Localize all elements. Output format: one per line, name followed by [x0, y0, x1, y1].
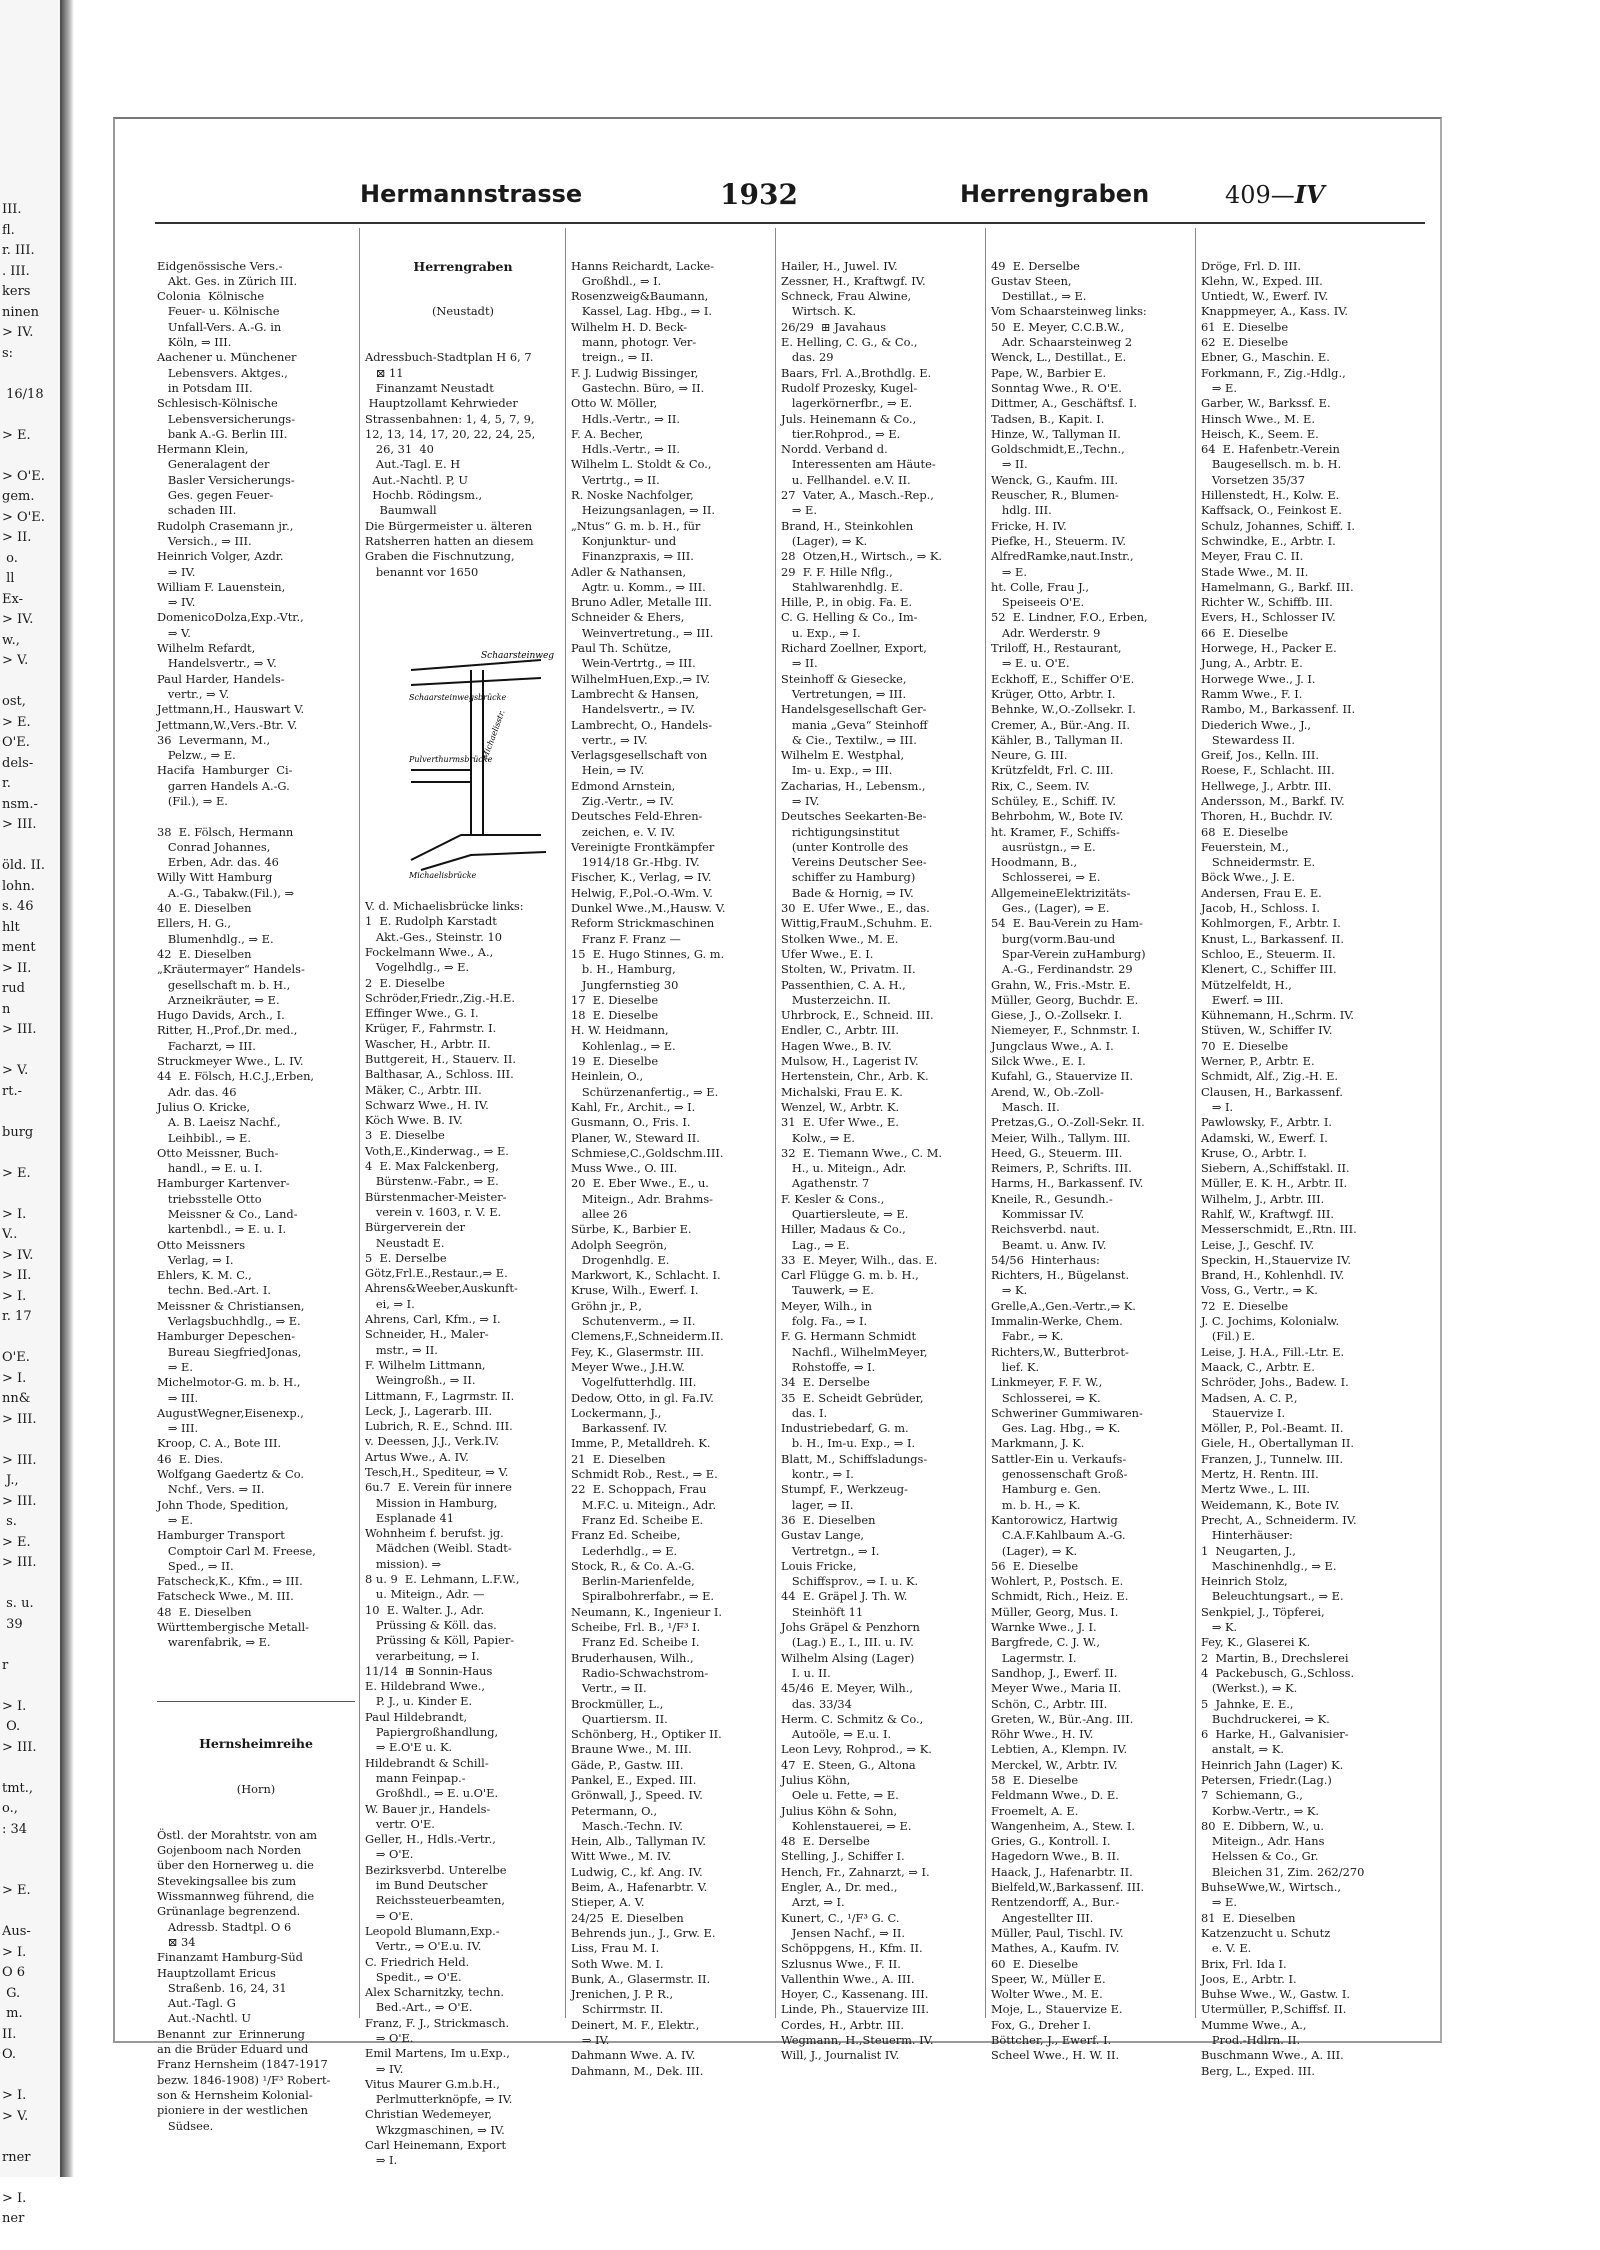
column-divider [1195, 228, 1196, 2018]
column-divider [775, 228, 776, 2018]
header-right-street: Herrengraben [960, 180, 1150, 208]
column-6-entries: Dröge, Frl. D. III. Klehn, W., Exped. III. Untiedt, W., Ewerf. IV. Knappmeyer, A., Kass. IV. 61 E. Dieselbe 62 E. Dieselbe Ebner, G., Maschin. E. Forkmann, F., Zig.-Hdlg., ⇒ E. Garber, W., Barkssf. E. Hinsch Wwe., M. E. Heisch, K., Seem. E. 64 E. Hafenbetr.-Verein Baugesellsch. m. b. H. Vorsetzen 35/37 Hillenstedt, H., Kolw. E. Kaffsack, O., Feinkost E. Schulz, Johannes, Schiff. I. Schwindke, E., Arbtr. I. Meyer, Frau C. II. Stade Wwe., M. II. Hamelmann, G., Barkf. III. Richter W., Schiffb. III. Evers, H., Schlosser IV. 66 E. Dieselbe Horwege, H., Packer E. Jung, A., Arbtr. E. Horwege Wwe., J. I. Ramm Wwe., F. I. Rambo, M., Barkassenf. II. Diederich Wwe., J., Stewardess II. Greif, Jos., Kelln. III. Roese, F., Schlacht. III. Hellwege, J., Arbtr. III. Andersson, M., Barkf. IV. Thoren, H., Buchdr. IV. 68 E. Dieselbe Feuerstein, M., Schneidermstr. E. Böck Wwe., J. E. Andersen, Frau E. E. Jacob, H., Schloss. I. Kohlmorgen, F., Arbtr. I. Knust, L., Barkassenf. II. Schloo, E., Steuerm. II. Klenert, C., Schiffer III. Mützelfeldt, H., Ewerf. ⇒ III. Kühnemann, H.,Schrm. IV. Stüven, W., Schiffer IV. 70 E. Dieselbe Werner, P., Arbtr. E. Schmidt, Alf., Zig.-H. E. Clausen, H., Barkassenf. ⇒ I. Pawlowsky, F., Arbtr. I. Adamski, W., Ewerf. I. Kruse, O., Arbtr. I. Siebern, A.,Schiffstakl. II. Müller, E. K. H., Arbtr. II. Wilhelm, J., Arbtr. III. Rahlf, W., Kraftwgf. III. Messerschmidt, E.,Rtn. III. Leise, J., Geschf. IV. Speckin, H.,Stauervize IV. Brand, H., Kohlenhdl. IV. Voss, G., Vertr., ⇒ K. 72 E. Dieselbe J. C. Jochims, Kolonialw. (Fil.) E. Leise, J. H.A., Fill.-Ltr. E. Maack, C., Arbtr. E. Schröder, Johs., Badew. I. Madsen, A. C. P., Stauervize I. Möller, P., Pol.-Beamt. II. Giele, H., Obertallyman II. Franzen, J., Tunnelw. III. Mertz, H. Rentn. III. Mertz Wwe., L. III. Weidemann, K., Bote IV. Precht, A., Schneiderm. IV. Hinterhäuser: 1 Neugarten, J., Maschinenhdlg., ⇒ E. Heinrich Stolz, Beleuchtungsart., ⇒ E. Senkpiel, J., Töpferei, ⇒ K. Fey, K., Glaserei K. 2 Martin, B., Drechslerei 4 Packebusch, G.,Schloss. (Werkst.), ⇒ K. 5 Jahnke, E. E., Buchdruckerei, ⇒ K. 6 Harke, H., Galvanisier- anstalt, ⇒ K. Heinrich Jahn (Lager) K. Petersen, Friedr.(Lag.) 7 Schiemann, G., Korbw.-Vertr., ⇒ K. 80 E. Dibbern, W., u. Miteign., Adr. Hans Helssen & Co., Gr. Bleichen 31, Zim. 262/270 BuhseWwe,W., Wirtsch., ⇒ E. 81 E. Dieselben Katzenzucht u. Schutz e. V. E. Brix, Frl. Ida I. Joos, E., Arbtr. I. Buhse Wwe., W., Gastw. I. Utermüller, P.,Schiffsf. II. Mumme Wwe., A., Prod.-Hdlrn. II. Buschmann Wwe., A. III. Berg, L., Exped. III. [1201, 258, 1365, 2078]
book-gutter-shadow [60, 0, 74, 2177]
hernsheimreihe-description: Östl. der Morahtstr. von am Gojenboom nach Norden über den Hornerweg u. die Stevekingsallee bis zum Wissmannweg führend, die Grünanlage begrenzend. Adressb. Stadtpl. O 6 ⊠ 34 Finanzamt Hamburg-Süd Hauptzollamt Ericus Straßenb. 16, 24, 31 Aut.-Tagl. G Aut.-Nachtl. U Benannt zur Erinnerung an die Brüder Eduard und Franz Hernsheim (1847-1917 bezw. 1846-1908) ¹/F³ Robert- son & Hernsheim Kolonial- pioniere in der westlichen Südsee. [157, 1827, 331, 2133]
page-number-section: IV [1294, 180, 1325, 209]
column-5-entries: 49 E. Derselbe Gustav Steen, Destillat., ⇒ E. Vom Schaarsteinweg links: 50 E. Meyer, C.C.B.W., Adr. Schaarsteinweg 2 Wenck, L., Destillat., E. Pape, W., Barbier E. Sonntag Wwe., R. O'E. Dittmer, A., Geschäftsf. I. Tadsen, B., Kapit. I. Hinze, W., Tallyman II. Goldschmidt,E.,Techn., ⇒ II. Wenck, G., Kaufm. III. Reuscher, R., Blumen- hdlg. III. Fricke, H. IV. Piefke, H., Steuerm. IV. AlfredRamke,naut.Instr., ⇒ E. ht. Colle, Frau J., Speiseeis O'E. 52 E. Lindner, F.O., Erben, Adr. Werderstr. 9 Trilоff, H., Restaurant, ⇒ E. u. O'E. Eckhoff, E., Schiffer O'E. Krüger, Otto, Arbtr. I. Behnke, W.,O.-Zollsekr. I. Cremer, A., Bür.-Ang. II. Kähler, B., Tallyman II. Neure, G. III. Krützfeldt, Frl. C. III. Rix, C., Seem. IV. Schüley, E., Schiff. IV. Behrbohm, W., Bote IV. ht. Kramer, F., Schiffs- ausrüstgn., ⇒ E. Hoodmann, B., Schlosserei, ⇒ E. AllgemeineElektrizitäts- Ges., (Lager), ⇒ E. 54 E. Bau-Verein zu Ham- burg(vorm.Bau-und Spar-Verein zuHamburg) A.-G., Ferdinandstr. 29 Grahn, W., Fris.-Mstr. E. Müller, Georg, Buchdr. E. Giese, J., O.-Zollsekr. I. Niemeyer, F., Schnmstr. I. Jungclaus Wwe., A. I. Silck Wwe., E. I. Kufahl, G., Stauervize II. Arend, W., Ob.-Zoll- Masch. II. Pretzas,G., O.-Zoll-Sekr. II. Meier, Wilh., Tallym. III. Heed, G., Steuerm. III. Reimers, P., Schrifts. III. Harms, H., Barkassenf. IV. Kneile, R., Gesundh.- Kommissar IV. Reichsverbd. naut. Beamt. u. Anw. IV. 54/56 Hinterhaus: Richters, H., Bügelanst. ⇒ K. Grelle,A.,Gen.-Vertr.,⇒ K. Immalin-Werke, Chem. Fabr., ⇒ K. Richters,W., Butterbrot- lief. K. Linkmeyer, F. F. W., Schlosserei, ⇒ K. Schweriner Gummiwaren- Ges. Lag. Hbg., ⇒ K. Markmann, J. K. Sattler-Ein u. Verkaufs- genossenschaft Groß- Hamburg e. Gen. m. b. H., ⇒ K. Kantorowicz, Hartwig C.A.F.Kahlbaum A.-G. (Lager), ⇒ K. 56 E. Dieselbe Wohlert, P., Postsch. E. Schmidt, Rich., Heiz. E. Müller, Georg, Mus. I. Warnke Wwe., J. I. Bargfrede, C. J. W., Lagermstr. I. Sandhop, J., Ewerf. II. Meyer Wwe., Maria II. Schön, C., Arbtr. III. Greten, W., Bür.-Ang. III. Röhr Wwe., H. IV. Lebtien, A., Klempn. IV. Merckel, W., Arbtr. IV. 58 E. Dieselbe Feldmann Wwe., D. E. Froemelt, A. E. Wangenheim, A., Stew. I. Gries, G., Kontroll. I. Hagedorn Wwe., B. II. Haack, J., Hafenarbtr. II. Bielfeld,W.,Barkassenf. III. Rentzendorff, A., Bur.- Angestellter III. Müller, Paul, Tischl. IV. Mathes, A., Kaufm. IV. 60 E. Dieselbe Speer, W., Müller E. Wolter Wwe., M. E. Moje, L., Stauervize E. Fox, G., Dreher I. Böttcher, J., Ewerf. I. Scheel Wwe., H. W. II. [991, 258, 1148, 2063]
column-4-entries: Hailer, H., Juwel. IV. Zessner, H., Kraftwgf. IV. Schneck, Frau Alwine, Wirtsch. K. 26/29 ⊞ Javahaus E. Helling, C. G., & Co., das. 29 Baars, Frl. A.,Brothdlg. E. Rudolf Prozesky, Kugel- lagerkörnerfbr., ⇒ E. Juls. Heinemann & Co., tier.Rohprod., ⇒ E. Nordd. Verband d. Interessenten am Häute- u. Fellhandel. e.V. II. 27 Vater, A., Masch.-Rep., ⇒ E. Brand, H., Steinkohlen (Lager), ⇒ K. 28 Otzen,H., Wirtsch., ⇒ K. 29 F. F. Hille Nflg., Stahlwarenhdlg. E. Hille, P., in obig. Fa. E. C. G. Helling & Co., Im- u. Exp., ⇒ I. Richard Zoellner, Export, ⇒ II. Steinhoff & Giesecke, Vertretungen, ⇒ III. Handelsgesellschaft Ger- mania „Geva“ Steinhoff & Cie., Textilw., ⇒ III. Wilhelm E. Westphal, Im- u. Exp., ⇒ III. Zacharias, H., Lebensm., ⇒ IV. Deutsches Seekarten-Be- richtigungsinstitut (unter Kontrolle des Vereins Deutscher See- schiffer zu Hamburg) Bade & Hornig, ⇒ IV. 30 E. Ufer Wwe., E., das. Wittig,FrauM.,Schuhm. E. Stolken Wwe., M. E. Ufer Wwe., E. I. Stolten, W., Privatm. II. Passenthien, C. A. H., Musterzeichn. II. Uhrbrock, E., Schneid. III. Endler, C., Arbtr. III. Hagen Wwe., B. IV. Mulsow, H., Lagerist IV. Hertenstein, Chr., Arb. K. Michalski, Frau E. K. Wenzel, W., Arbtr. K. 31 E. Ufer Wwe., E. Kolw., ⇒ E. 32 E. Tiemann Wwe., C. M. H., u. Miteign., Adr. Agathenstr. 7 F. Kesler & Cons., Quartiersleute, ⇒ E. Hiller, Madaus & Co., Lag., ⇒ E. 33 E. Meyer, Wilh., das. E. Carl Flügge G. m. b. H., Tauwerk, ⇒ E. Meyer, Wilh., in folg. Fa., ⇒ I. F. G. Hermann Schmidt Nachfl., WilhelmMeyer, Rohstoffe, ⇒ I. 34 E. Derselbe 35 E. Scheidt Gebrüder, das. I. Industriebedarf, G. m. b. H., Im-u. Exp., ⇒ I. Blatt, M., Schiffsladungs- kontr., ⇒ I. Stumpf, F., Werkzeug- lager, ⇒ II. 36 E. Dieselben Gustav Lange, Vertretgn., ⇒ I. Louis Fricke, Schiffsprov., ⇒ I. u. K. 44 E. Gräpel J. Th. W. Steinhöft 11 Johs Gräpel & Penzhorn (Lag.) E., I., III. u. IV. Wilhelm Alsing (Lager) I. u. II. 45/46 E. Meyer, Wilh., das. 33/34 Herm. C. Schmitz & Co., Autoöle, ⇒ E.u. I. Leon Levy, Rohprod., ⇒ K. 47 E. Steen, G., Altona Julius Köhn, Oele u. Fette, ⇒ E. Julius Köhn & Sohn, Kohlenstauerei, ⇒ E. 48 E. Derselbe Stelling, J., Schiffer I. Hench, Fr., Zahnarzt, ⇒ I. Engler, A., Dr. med., Arzt, ⇒ I. Kunert, C., ¹/F³ G. C. Jensen Nachf., ⇒ II. Schöppgens, H., Kfm. II. Szlusnus Wwe., F. II. Vallenthin Wwe., A. III. Hoyer, C., Kassenang. III. Linde, Ph., Stauervize III. Cordes, H., Arbtr. III. Wegmann, H.,Steuerm. IV. Will, J., Journalist IV. [781, 258, 943, 2063]
map-label-schaarsteinwegsbruecke: Schaarsteinwegsbrücke [408, 692, 506, 702]
herrengraben-district: (Neustadt) [431, 304, 494, 319]
column-2 [365, 228, 561, 2168]
map-label-schaarsteinweg: Schaarsteinweg [480, 650, 554, 661]
street-sketch-drawing [401, 630, 554, 880]
section-divider [157, 1701, 355, 1702]
header-year: 1932 [720, 178, 798, 211]
street-location-sketch [379, 614, 554, 880]
previous-page-text: III. fl. r. III. . III. kers ninen > IV. s: 16/18 > E. > O'E. gem. > O'E. > II. o. ll Ex- > IV. w., > V. ost, > E. O'E. dels- r. nsm.- > III. öld. II. lohn. s. 46 hlt ment > II. rud n > III. > V. rt.- burg > E. > I. V.. > IV. > II. > I. r. 17 O'E. > I. nn& > III. > III. J., > III. s. > E. > III. s. u. 39 r > I. O. > III. tmt., o., : 34 > E. Aus- > I. O 6 G. m. II. O. > I. > V. rner > I. ner [2, 202, 45, 2226]
page-number [1225, 180, 1325, 209]
page-number-main: 409— [1225, 181, 1295, 209]
header-rule [155, 222, 1425, 224]
page-header [140, 180, 1400, 220]
column-4 [781, 228, 981, 2063]
column-2-entries: V. d. Michaelisbrücke links: 1 E. Rudolph Karstadt Akt.-Ges., Steinstr. 10 Fockelmann Wwe., A., Vogelhdlg., ⇒ E. 2 E. Dieselbe Schröder,Friedr.,Zig.-H.E. Effinger Wwe., G. I. Krüger, F., Fahrmstr. I. Wascher, H., Arbtr. II. Buttgereit, H., Stauerv. II. Balthasar, A., Schloss. III. Mäker, C., Arbtr. III. Schwarz Wwe., H. IV. Köch Wwe. B. IV. 3 E. Dieselbe Voth,E.,Kinderwag., ⇒ E. 4 E. Max Falckenberg, Bürstenw.-Fabr., ⇒ E. Bürstenmacher-Meister- verein v. 1603, r. V. E. Bürgerverein der Neustadt E. 5 E. Derselbe Götz,Frl.E.,Restaur.,⇒ E. Ahrens&Weeber,Auskunft- ei, ⇒ I. Ahrens, Carl, Kfm., ⇒ I. Schneider, H., Maler- mstr., ⇒ II. F. Wilhelm Littmann, Weingroßh., ⇒ II. Littmann, F., Lagrmstr. II. Leck, J., Lagerarb. III. Lubrich, R. E., Schnd. III. v. Deessen, J.J., Verk.IV. Artus Wwe., A. IV. Tesch,H., Spediteur, ⇒ V. 6u.7 E. Verein für innere Mission in Hamburg, Esplanade 41 Wohnheim f. berufst. jg. Mädchen (Weibl. Stadt- mission). ⇒ 8 u. 9 E. Lehmann, L.F.W., u. Miteign., Adr. — 10 E. Walter. J., Adr. Prüssing & Köll. das. Prüssing & Köll, Papier- verarbeitung, ⇒ I. 11/14 ⊞ Sonnin-Haus E. Hildebrand Wwe., P. J., u. Kinder E. Paul Hildebrandt, Papiergroßhandlung, ⇒ E.O'E u. K. Hildebrandt & Schill- mann Feinpap.- Großhdl., ⇒ E. u.O'E. W. Bauer jr., Handels- vertr. O'E. Geller, H., Hdls.-Vertr., ⇒ O'E. Bezirksverbd. Unterelbe im Bund Deutscher Reichssteuerbeamten, ⇒ O'E. Leopold Blumann,Exp.- Vertr., ⇒ O'E.u. IV. C. Friedrich Held. Spedit., ⇒ O'E. Alex Scharnitzky, techn. Bed.-Art., ⇒ O'E. Franz, F. J., Strickmasch. ⇒ O'E. Emil Martens, Im u.Exp., ⇒ IV. Vitus Maurer G.m.b.H., Perlmutterknöpfe, ⇒ IV. Christian Wedemeyer, Wkzgmaschinen, ⇒ IV. Carl Heinemann, Export ⇒ I. [365, 899, 524, 2168]
directory-columns [155, 228, 1425, 2168]
herrengraben-intro: Adressbuch-Stadtplan H 6, 7 ⊠ 11 Finanzamt Neustadt Hauptzollamt Kehrwieder Strassenbahnen: 1, 4, 5, 7, 9, 12, 13, 14, 17, 20, 22, 24, 25, 26, 31 40 Aut.-Tagl. E. H Aut.-Nachtl. P, U Hochb. Rödingsm., Baumwall Die Bürgermeister u. älteren Ratsherren hatten an diesem Graben die Fischnutzung, benannt vor 1650 [365, 350, 536, 579]
hernsheimreihe-title: Hernsheimreihe [199, 1736, 313, 1752]
hernsheimreihe-district: (Horn) [236, 1781, 276, 1796]
column-divider [359, 228, 360, 2018]
column-3 [571, 228, 771, 2078]
column-3-entries: Hanns Reichardt, Lacke- Großhdl., ⇒ I. Rosenzweig&Baumann, Kassel, Lag. Hbg., ⇒ I. Wilhelm H. D. Beck- mann, photogr. Ver- treign., ⇒ II. F. J. Ludwig Bissinger, Gastechn. Büro, ⇒ II. Otto W. Möller, Hdls.-Vertr., ⇒ II. F. A. Becher, Hdls.-Vertr., ⇒ II. Wilhelm L. Stoldt & Co., Vertrtg., ⇒ II. R. Noske Nachfolger, Heizungsanlagen, ⇒ II. „Ntus“ G. m. b. H., für Konjunktur- und Finanzpraxis, ⇒ III. Adler & Nathansen, Agtr. u. Komm., ⇒ III. Bruno Adler, Metalle III. Schneider & Ehers, Weinvertretung., ⇒ III. Paul Th. Schütze, Wein-Vertrtg., ⇒ III. WilhelmHuen,Exp.,⇒ IV. Lambrecht & Hansen, Handelsvertr., ⇒ IV. Lambrecht, O., Handels- vertr., ⇒ IV. Verlagsgesellschaft von Hein, ⇒ IV. Edmond Arnstein, Zig.-Vertr., ⇒ IV. Deutsches Feld-Ehren- zeichen, e. V. IV. Vereinigte Frontkämpfer 1914/18 Gr.-Hbg. IV. Fischer, K., Verlag, ⇒ IV. Helwig, F.,Pol.-O.-Wm. V. Dunkel Wwe.,M.,Hausw. V. Reform Strickmaschinen Franz F. Franz — 15 E. Hugo Stinnes, G. m. b. H., Hamburg, Jungfernstieg 30 17 E. Dieselbe 18 E. Dieselbe H. W. Heidmann, Kohlenlag., ⇒ E. 19 E. Dieselbe Heinlein, O., Schürzenanfertig., ⇒ E. Kahl, Fr., Archit., ⇒ I. Gusmann, O., Fris. I. Planer, W., Steward II. Schmiese,C.,Goldschm.III. Muss Wwe., O. III. 20 E. Eber Wwe., E., u. Miteign., Adr. Brahms- allee 26 Sürbe, K., Barbier E. Adolph Seegrön, Drogenhdlg. E. Markwort, K., Schlacht. I. Kruse, Wilh., Ewerf. I. Gröhn jr., P., Schutenverm., ⇒ II. Clemens,F.,Schneiderm.II. Fey, K., Glasermstr. III. Meyer Wwe., J.H.W. Vogelfutterhdlg. III. Dedow, Otto, in gl. Fa.IV. Lockermann, J., Barkassenf. IV. Imme, P., Metalldreh. K. 21 E. Dieselben Schmidt Rob., Rest., ⇒ E. 22 E. Schoppach, Frau M.F.C. u. Miteign., Adr. Franz Ed. Scheibe E. Franz Ed. Scheibe, Lederhdlg., ⇒ E. Stock, R., & Co. A.-G. Berlin-Marienfelde, Spiralbohrerfabr., ⇒ E. Neumann, K., Ingenieur I. Scheibe, Frl. B., ¹/F³ I. Franz Ed. Scheibe I. Bruderhausen, Wilh., Radio-Schwachstrom- Vertr., ⇒ II. Brockmüller, L., Quartiersm. II. Schönberg, H., Optiker II. Braune Wwe., M. III. Gäde, P., Gastw. III. Pankel, E., Exped. III. Grönwall, J., Speed. IV. Petermann, O., Masch.-Techn. IV. Hein, Alb., Tallyman IV. Witt Wwe., M. IV. Ludwig, C., kf. Ang. IV. Beim, A., Hafenarbtr. V. Stieper, A. V. 24/25 E. Dieselben Behrends jun., J., Grw. E. Liss, Frau M. I. Soth Wwe. M. I. Bunk, A., Glasermstr. II. Jrenichen, J. P. R., Schirrmstr. II. Deinert, M. F., Elektr., ⇒ IV. Dahmann Wwe. A. IV. Dahmann, M., Dek. III. [571, 258, 726, 2078]
column-1-entries: Eidgenössische Vers.- Akt. Ges. in Zürich III. Colonia Kölnische Feuer- u. Kölnische Unfall-Vers. A.-G. in Köln, ⇒ III. Aachener u. Münchener Lebensvers. Aktges., in Potsdam III. Schlesisch-Kölnische Lebensversicherungs- bank A.-G. Berlin III. Hermann Klein, Generalagent der Basler Versicherungs- Ges. gegen Feuer- schaden III. Rudolph Crasemann jr., Versich., ⇒ III. Heinrich Volger, Azdr. ⇒ IV. William F. Lauenstein, ⇒ IV. DomenicoDolza,Exp.-Vtr., ⇒ V. Wilhelm Refardt, Handelsvertr., ⇒ V. Paul Harder, Handels- vertr., ⇒ V. Jettmann,H., Hauswart V. Jettmann,W.,Vers.-Btr. V. 36 Levermann, M., Pelzw., ⇒ E. Hacifa Hamburger Ci- garren Handels A.-G. (Fil.), ⇒ E. 38 E. Fölsch, Hermann Conrad Johannes, Erben, Adr. das. 46 Willy Witt Hamburg A.-G., Tabakw.(Fil.), ⇒ 40 E. Dieselben Ellers, H. G., Blumenhdlg., ⇒ E. 42 E. Dieselben „Kräutermayer“ Handels- gesellschaft m. b. H., Arzneikräuter, ⇒ E. Hugo Davids, Arch., I. Ritter, H.,Prof.,Dr. med., Facharzt, ⇒ III. Struckmeyer Wwe., L. IV. 44 E. Fölsch, H.C.J.,Erben, Adr. das. 46 Julius O. Kricke, A. B. Laeisz Nachf., Leihbibl., ⇒ E. Otto Meissner, Buch- handl., ⇒ E. u. I. Hamburger Kartenver- triebsstelle Otto Meissner & Co., Land- kartenbdl., ⇒ E. u. I. Otto Meissners Verlag, ⇒ I. Ehlers, K. M. C., techn. Bed.-Art. I. Meissner & Christiansen, Verlagsbuchhdlg., ⇒ E. Hamburger Depeschen- Bureau SiegfriedJonas, ⇒ E. Michelmotor-G. m. b. H., ⇒ III. AugustWegner,Eisenexp., ⇒ III. Kroop, C. A., Bote III. 46 E. Dies. Wolfgang Gaedertz & Co. Nchf., Vers. ⇒ II. John Thode, Spedition, ⇒ E. Hamburger Transport Comptoir Carl M. Freese, Sped., ⇒ II. Fatscheck,K., Kfm., ⇒ III. Fatscheck Wwe., M. III. 48 E. Dieselben Württembergische Metall- warenfabrik, ⇒ E. [157, 258, 316, 1650]
header-left-street: Hermannstrasse [360, 180, 583, 208]
previous-page-strip [0, 0, 60, 2226]
map-label-michaelisbruecke: Michaelisbrücke [408, 870, 477, 880]
column-divider [985, 228, 986, 2018]
column-1 [157, 228, 355, 2133]
column-divider [565, 228, 566, 2018]
column-5 [991, 228, 1191, 2063]
map-label-pulverthurmsbruecke: Pulverthurmsbrücke [408, 754, 493, 764]
column-6 [1201, 228, 1423, 2078]
herrengraben-title: Herrengraben [413, 258, 513, 274]
map-label-street: Michaelisstr. [480, 708, 507, 761]
